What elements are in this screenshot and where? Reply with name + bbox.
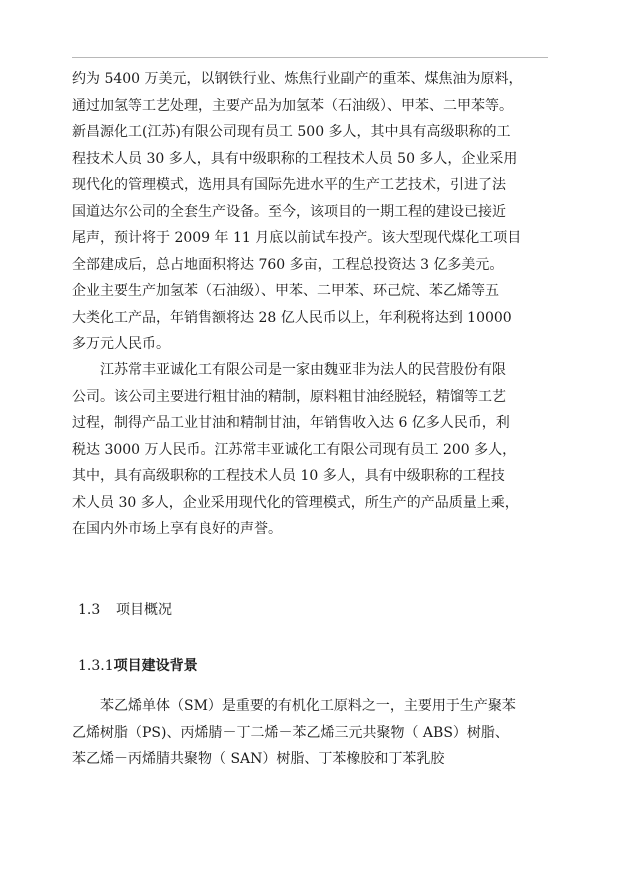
text-line: 其中，具有高级职称的工程技术人员 10 多人，具有中级职称的工程技 xyxy=(72,468,505,484)
text-line: 公司。该公司主要进行粗甘油的精制，原料粗甘油经脱轻，精馏等工艺 xyxy=(72,388,506,405)
text-line: 企业主要生产加氢苯（石油级）、甲苯、二甲苯、环己烷、苯乙烯等五 xyxy=(72,283,499,299)
paragraph-xinchangyuan xyxy=(72,66,552,358)
text-line: 在国内外市场上享有良好的声誉。 xyxy=(72,521,282,537)
paragraph-styrene xyxy=(72,693,552,773)
text-line: 现代化的管理模式，选用具有国际先进水平的生产工艺技术，引进了法 xyxy=(72,177,506,193)
text-line: 约为 5400 万美元，以钢铁行业、炼焦行业副产的重苯、煤焦油为原料， xyxy=(72,71,523,87)
section-number: 1.3.1 xyxy=(78,658,114,674)
text-line: 苯乙烯－丙烯腈共聚物（ SAN）树脂、丁苯橡胶和丁苯乳胶 xyxy=(72,751,445,767)
text-line: 多万元人民币。 xyxy=(72,336,170,352)
text-line: 苯乙烯单体（SM）是重要的有机化工原料之一，主要用于生产聚苯 xyxy=(100,698,516,714)
section-title: 项目概况 xyxy=(116,602,172,618)
text-line: 税达 3000 万人民币。江苏常丰亚诚化工有限公司现有员工 200 多人， xyxy=(72,441,517,458)
text-line: 乙烯树脂（PS)、丙烯腈－丁二烯－苯乙烯三元共聚物（ ABS）树脂、 xyxy=(72,724,509,741)
text-line: 通过加氢等工艺处理，主要产品为加氢苯（石油级）、甲苯、二甲苯等。 xyxy=(72,97,513,114)
header-rule xyxy=(72,57,548,58)
section-heading-1-3 xyxy=(78,599,172,619)
text-line: 江苏常丰亚诚化工有限公司是一家由魏亚非为法人的民营股份有限 xyxy=(100,362,506,378)
text-line: 国道达尔公司的全套生产设备。至今，该项目的一期工程的建设已接近 xyxy=(72,203,506,220)
text-line: 尾声，预计将于 2009 年 11 月底以前试车投产。该大型现代煤化工项目 xyxy=(72,230,522,246)
text-line: 新昌源化工(江苏)有限公司现有员工 500 多人，其中具有高级职称的工 xyxy=(72,124,511,140)
section-number: 1.3 xyxy=(78,602,101,618)
text-line: 术人员 30 多人，企业采用现代化的管理模式，所生产的产品质量上乘， xyxy=(72,494,519,511)
text-line: 过程，制得产品工业甘油和精制甘油，年销售收入达 6 亿多人民币，利 xyxy=(72,415,510,431)
section-heading-1-3-1 xyxy=(78,655,198,675)
text-line: 程技术人员 30 多人，具有中级职称的工程技术人员 50 多人，企业采用 xyxy=(72,150,518,167)
text-line: 全部建成后，总占地面积将达 760 多亩，工程总投资达 3 亿多美元。 xyxy=(72,256,504,273)
section-title: 项目建设背景 xyxy=(113,658,198,674)
paragraph-changfeng-yacheng xyxy=(72,357,552,543)
text-line: 大类化工产品，年销售额将达 28 亿人民币以上，年利税将达到 10000 xyxy=(72,309,512,326)
